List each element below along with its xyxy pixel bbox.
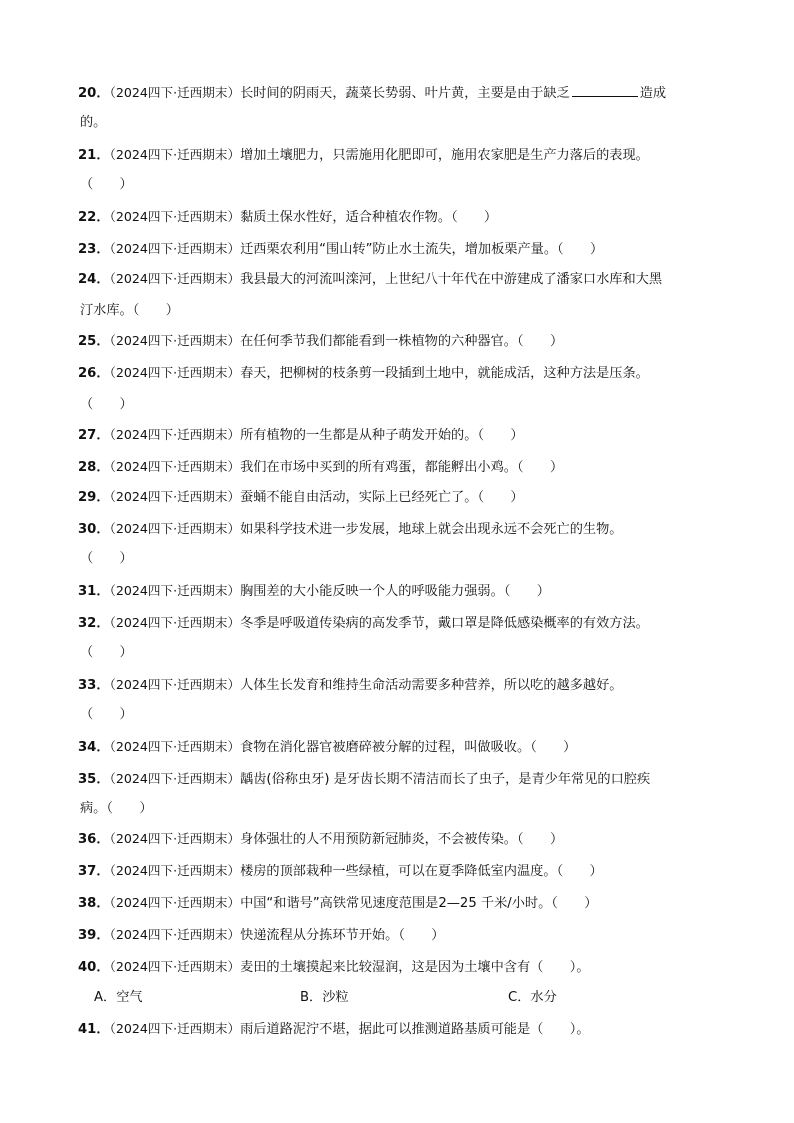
question-number: 31． [78,584,110,599]
source-tag: （2024四下·迁西期末） [109,959,241,974]
question-text: 所有植物的一生都是从种子萌发开始的。（ ） [240,428,524,443]
question-text: 龋齿(俗称虫牙) 是牙齿长期不清洁而长了虫子，是青少年常见的口腔疾 [240,772,651,787]
question-number: 32． [78,616,110,631]
question-21 [78,146,738,165]
question-number: 40． [78,960,110,975]
option-c[interactable]: C．水分 [508,990,557,1005]
question-number: 36． [78,832,110,847]
question-number: 38． [78,896,110,911]
question-text: 麦田的土壤摸起来比较湿润，这是因为土壤中含有（ ）。 [240,960,590,975]
question-number: 28． [78,460,110,475]
question-continuation: （ ） [80,397,133,412]
question-number: 27． [78,428,110,443]
question-text: 长时间的阴雨天，蔬菜长势弱、叶片黄，主要是由于缺乏 [240,86,570,101]
question-number: 23． [78,242,110,257]
source-tag: （2024四下·迁西期末） [109,459,241,474]
question-35 [78,770,738,789]
question-24 [78,270,738,289]
question-text: 我县最大的河流叫滦河，上世纪八十年代在中游建成了潘家口水库和大黑 [240,272,663,287]
source-tag: （2024四下·迁西期末） [109,365,241,380]
question-text: 胸围差的大小能反映一个人的呼吸能力强弱。（ ） [240,584,550,599]
question-40 [78,958,738,977]
question-34 [78,738,738,757]
question-text: 我们在市场中买到的所有鸡蛋，都能孵出小鸡。（ ） [240,460,564,475]
question-text: 食物在消化器官被磨碎被分解的过程，叫做吸收。（ ） [240,740,577,755]
question-number: 26． [78,366,110,381]
option-b[interactable]: B．沙粒 [300,990,349,1005]
question-text: 春天，把柳树的枝条剪一段插到土地中，就能成活，这种方法是压条。 [240,366,649,381]
source-tag: （2024四下·迁西期末） [109,771,241,786]
source-tag: （2024四下·迁西期末） [109,615,241,630]
question-number: 41． [78,1022,110,1037]
question-continuation: 病。（ ） [80,801,153,816]
source-tag: （2024四下·迁西期末） [109,209,241,224]
question-25 [78,332,738,351]
question-20 [78,84,738,103]
question-continuation: （ ） [80,551,133,566]
source-tag: （2024四下·迁西期末） [109,677,241,692]
source-tag: （2024四下·迁西期末） [109,271,241,286]
source-tag: （2024四下·迁西期末） [109,333,241,348]
question-text: 迁西栗农利用“围山转”防止水土流失，增加板栗产量。（ ） [240,242,604,257]
question-number: 20． [78,86,110,101]
question-number: 35． [78,772,110,787]
source-tag: （2024四下·迁西期末） [109,1021,241,1036]
question-number: 29． [78,490,110,505]
question-text: 楼房的顶部栽种一些绿植，可以在夏季降低室内温度。（ ） [240,864,603,879]
question-text: 在任何季节我们都能看到一株植物的六种器官。（ ） [240,334,564,349]
question-41 [78,1020,738,1039]
question-continuation: 汀水库。（ ） [80,303,179,318]
source-tag: （2024四下·迁西期末） [109,427,241,442]
question-text-after-blank: 造成 [639,86,667,101]
question-number: 34． [78,740,110,755]
question-number: 37． [78,864,110,879]
question-continuation: （ ） [80,707,133,722]
source-tag: （2024四下·迁西期末） [109,927,241,942]
question-text: 雨后道路泥泞不堪，据此可以推测道路基质可能是（ ）。 [240,1022,590,1037]
question-continuation: （ ） [80,645,133,660]
source-tag: （2024四下·迁西期末） [109,521,241,536]
question-number: 24． [78,272,110,287]
question-text: 黏质土保水性好，适合种植农作物。（ ） [240,210,498,225]
question-number: 25． [78,334,110,349]
question-number: 21． [78,148,110,163]
question-29 [78,488,738,507]
question-text: 增加土壤肥力，只需施用化肥即可，施用农家肥是生产力落后的表现。 [240,148,649,163]
answer-blank[interactable] [572,84,638,97]
question-39 [78,926,738,945]
question-number: 30． [78,522,110,537]
question-23 [78,240,738,259]
source-tag: （2024四下·迁西期末） [109,85,241,100]
question-22 [78,208,738,227]
question-text: 身体强壮的人不用预防新冠肺炎，不会被传染。（ ） [240,832,564,847]
source-tag: （2024四下·迁西期末） [109,831,241,846]
question-37 [78,862,738,881]
question-31 [78,582,738,601]
question-text: 如果科学技术进一步发展，地球上就会出现永远不会死亡的生物。 [240,522,623,537]
question-28 [78,458,738,477]
question-27 [78,426,738,445]
source-tag: （2024四下·迁西期末） [109,895,241,910]
question-36 [78,830,738,849]
question-number: 39． [78,928,110,943]
question-text: 冬季是呼吸道传染病的高发季节，戴口罩是降低感染概率的有效方法。 [240,616,649,631]
question-text: 中国“和谐号”高铁常见速度范围是2—25 千米/小时。（ ） [240,896,598,911]
source-tag: （2024四下·迁西期末） [109,241,241,256]
option-a[interactable]: A．空气 [94,990,143,1005]
question-text: 快递流程从分拣环节开始。（ ） [240,928,445,943]
source-tag: （2024四下·迁西期末） [109,739,241,754]
question-33 [78,676,738,695]
source-tag: （2024四下·迁西期末） [109,147,241,162]
question-26 [78,364,738,383]
question-38 [78,894,738,913]
source-tag: （2024四下·迁西期末） [109,863,241,878]
question-continuation: 的。 [80,115,107,130]
question-30 [78,520,738,539]
question-number: 22． [78,210,110,225]
question-text: 人体生长发育和维持生命活动需要多种营养，所以吃的越多越好。 [240,678,623,693]
question-number: 33． [78,678,110,693]
question-continuation: （ ） [80,177,133,192]
source-tag: （2024四下·迁西期末） [109,489,241,504]
source-tag: （2024四下·迁西期末） [109,583,241,598]
question-32 [78,614,738,633]
question-text: 蚕蛹不能自由活动，实际上已经死亡了。（ ） [240,490,524,505]
